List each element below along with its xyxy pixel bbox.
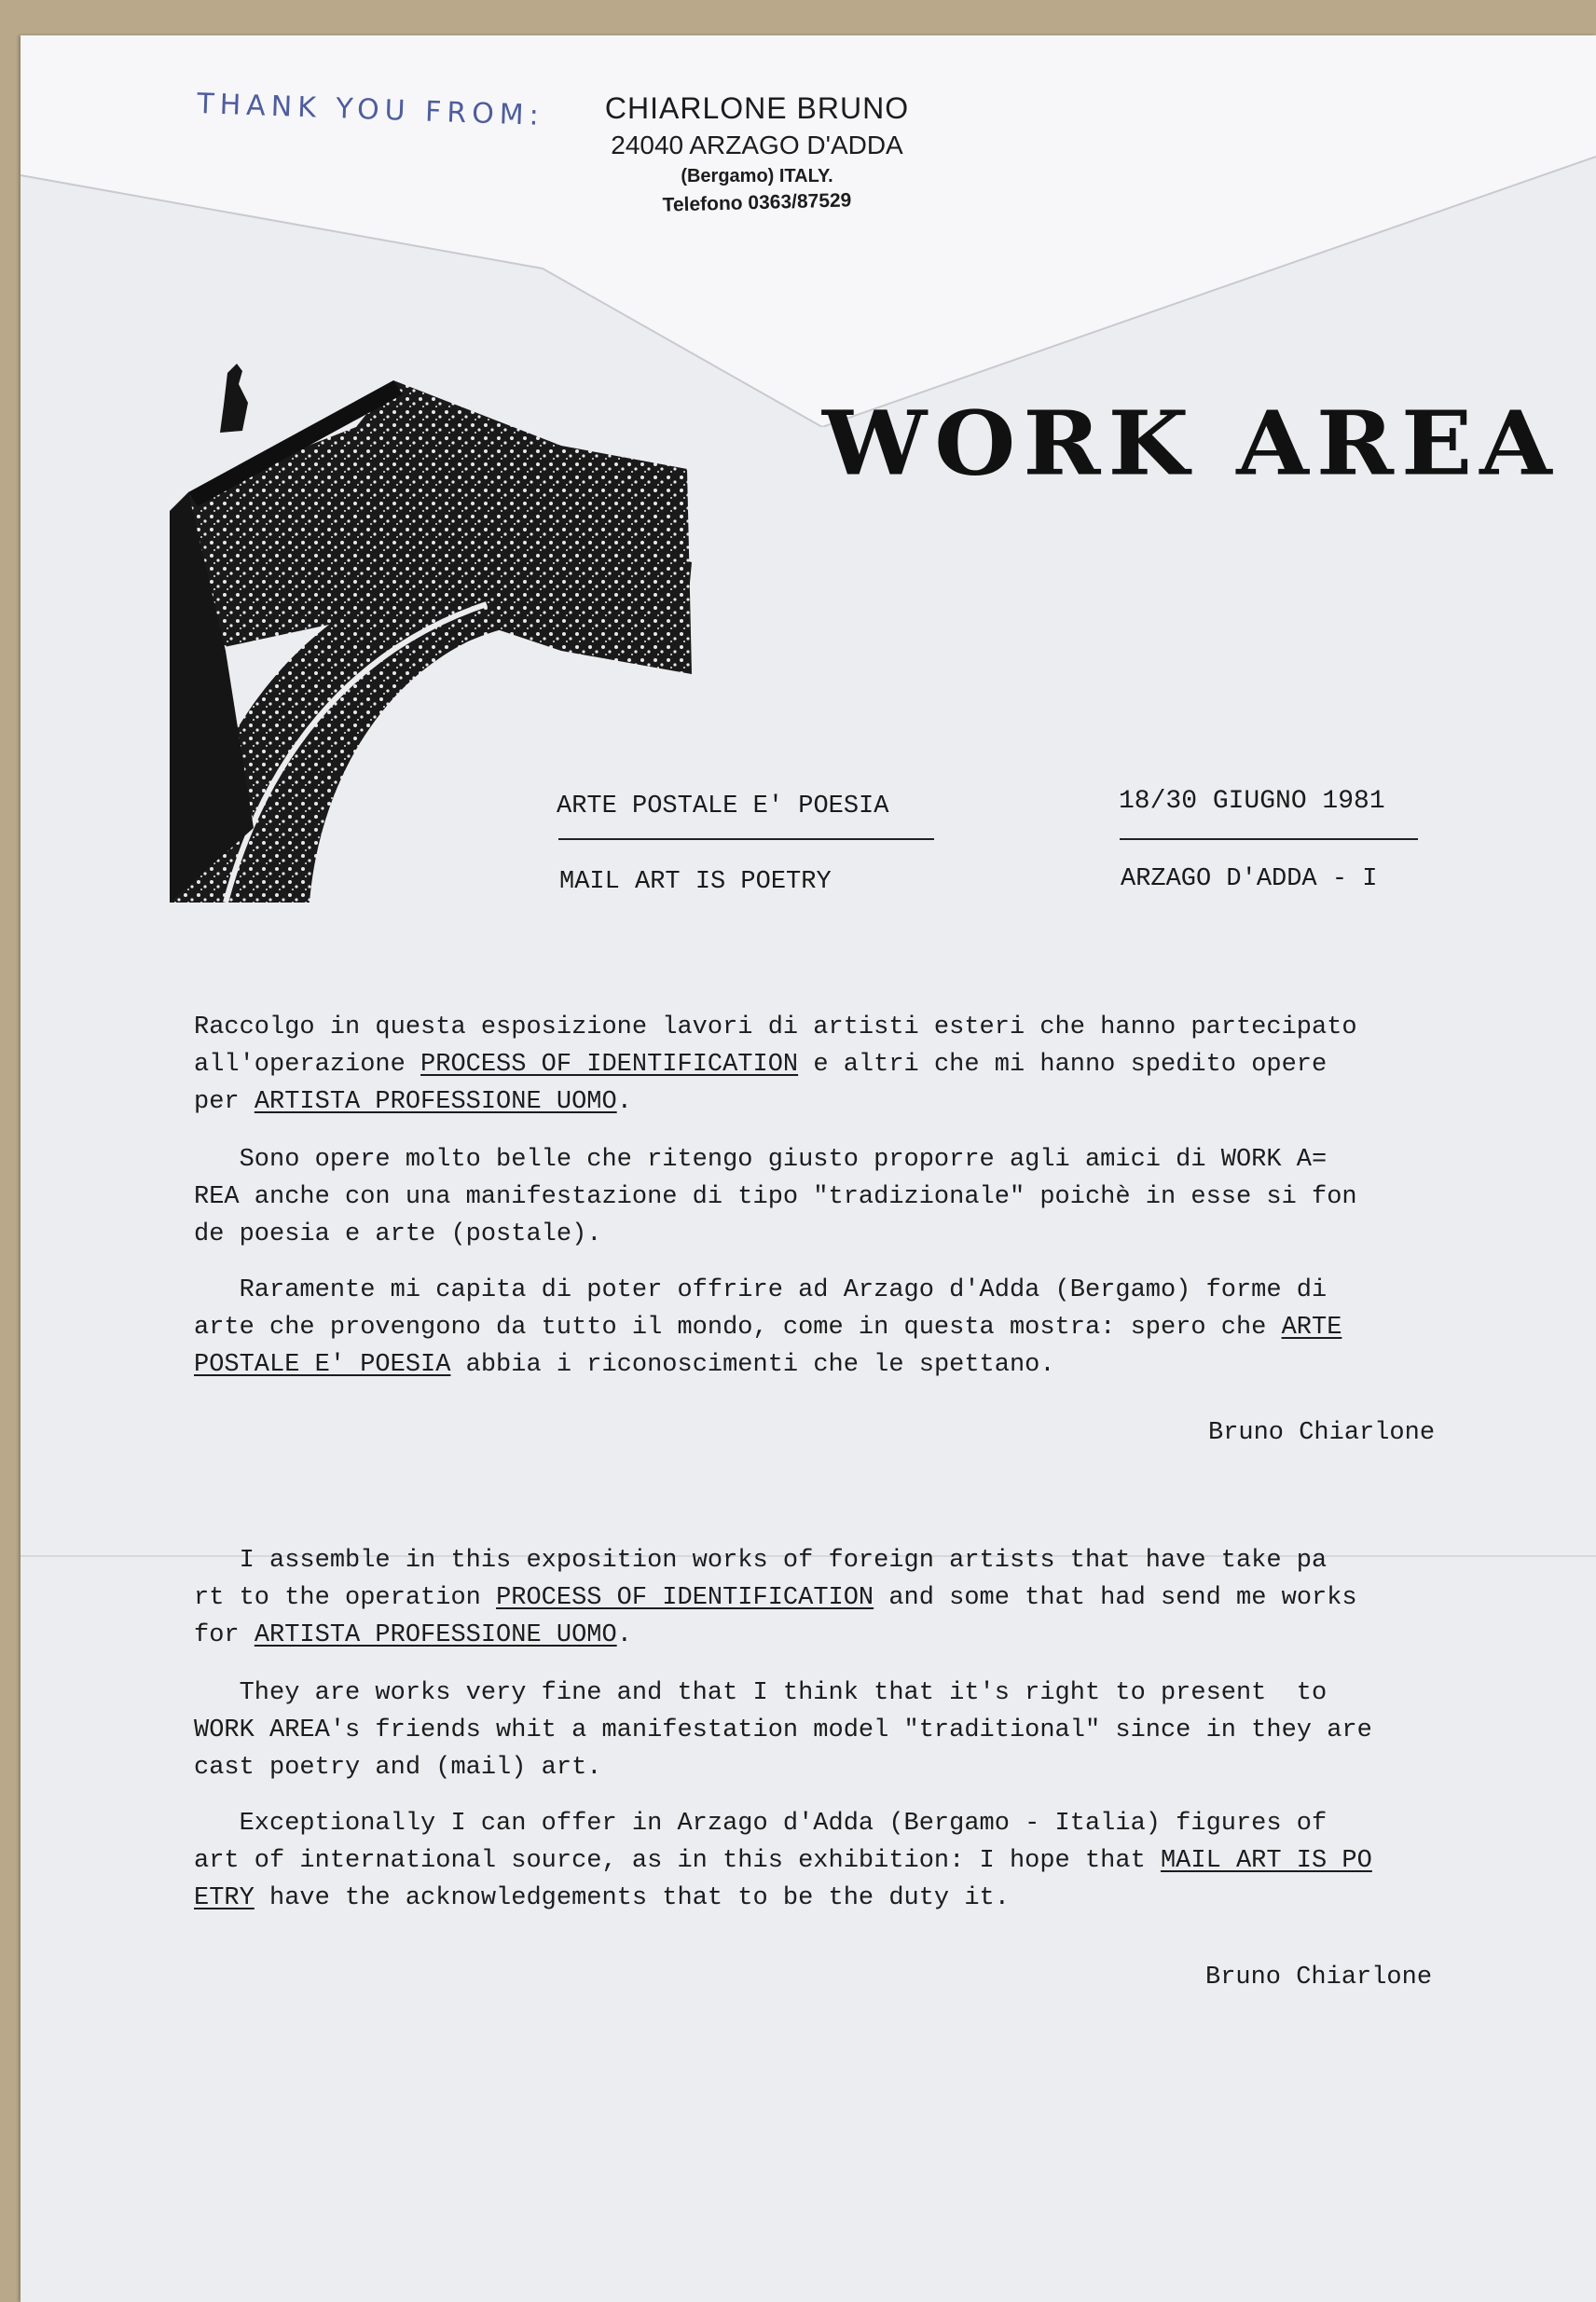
exhibition-location: ARZAGO D'ADDA - I — [1121, 865, 1378, 893]
paragraph-it-3: Raramente mi capita di poter offrire ad Arzago d'Adda (Bergamo) forme di arte che provengono da tutto il mondo, come in questa mostra: spero che ARTE POSTALE E' POESIA abbia i riconoscimenti che le spettano. — [194, 1276, 1342, 1379]
dates-rule — [1120, 838, 1418, 840]
subtitle-italian: ARTE POSTALE E' POESIA — [557, 793, 889, 820]
paragraph-it-1: Raccolgo in questa esposizione lavori di artisti esteri che hanno partecipato all'operazione PROCESS OF IDENTIFICATION e altri che mi hanno spedito opere per ARTISTA PROFESSIONE UOMO. — [194, 1013, 1357, 1116]
masthead-title: WORK AREA — [822, 390, 1560, 496]
subtitle-english: MAIL ART IS POETRY — [559, 868, 832, 896]
sender-phone: Telefono 0363/87529 — [662, 189, 852, 216]
sender-name: CHIARLONE BRUNO — [604, 91, 910, 125]
arch-photo — [170, 343, 878, 940]
paragraph-en-2: They are works very fine and that I think that it's right to present to WORK AREA's friends whit a manifestation model "traditional" since in they are cast poetry and (mail) art. — [194, 1679, 1372, 1782]
subtitle-rule — [558, 838, 934, 840]
paragraph-it-2: Sono opere molto belle che ritengo giusto proporre agli amici di WORK A= REA anche con una manifestazione di tipo "tradizionale" poichè in esse si fon de poesia e arte (postale). — [194, 1146, 1357, 1248]
paragraph-en-1: I assemble in this exposition works of foreign artists that have take pa rt to the operation PROCESS OF IDENTIFICATION and some that had send me works for ARTISTA PROFESSIONE UOMO. — [194, 1547, 1357, 1649]
sender-city: 24040 ARZAGO D'ADDA — [611, 131, 903, 159]
letter-sheet — [21, 35, 1596, 2302]
exhibition-dates: 18/30 GIUGNO 1981 — [1119, 787, 1385, 816]
signature-italian: Bruno Chiarlone — [1208, 1419, 1436, 1447]
sender-province: (Bergamo) ITALY. — [681, 166, 833, 186]
paragraph-en-3: Exceptionally I can offer in Arzago d'Adda (Bergamo - Italia) figures of art of international source, as in this exhibition: I hope that MAIL ART IS PO ETRY have the acknowledgements that to be the duty it. — [194, 1810, 1372, 1912]
handwritten-note: THANK YOU FROM: — [196, 88, 545, 132]
signature-english: Bruno Chiarlone — [1205, 1964, 1433, 1992]
